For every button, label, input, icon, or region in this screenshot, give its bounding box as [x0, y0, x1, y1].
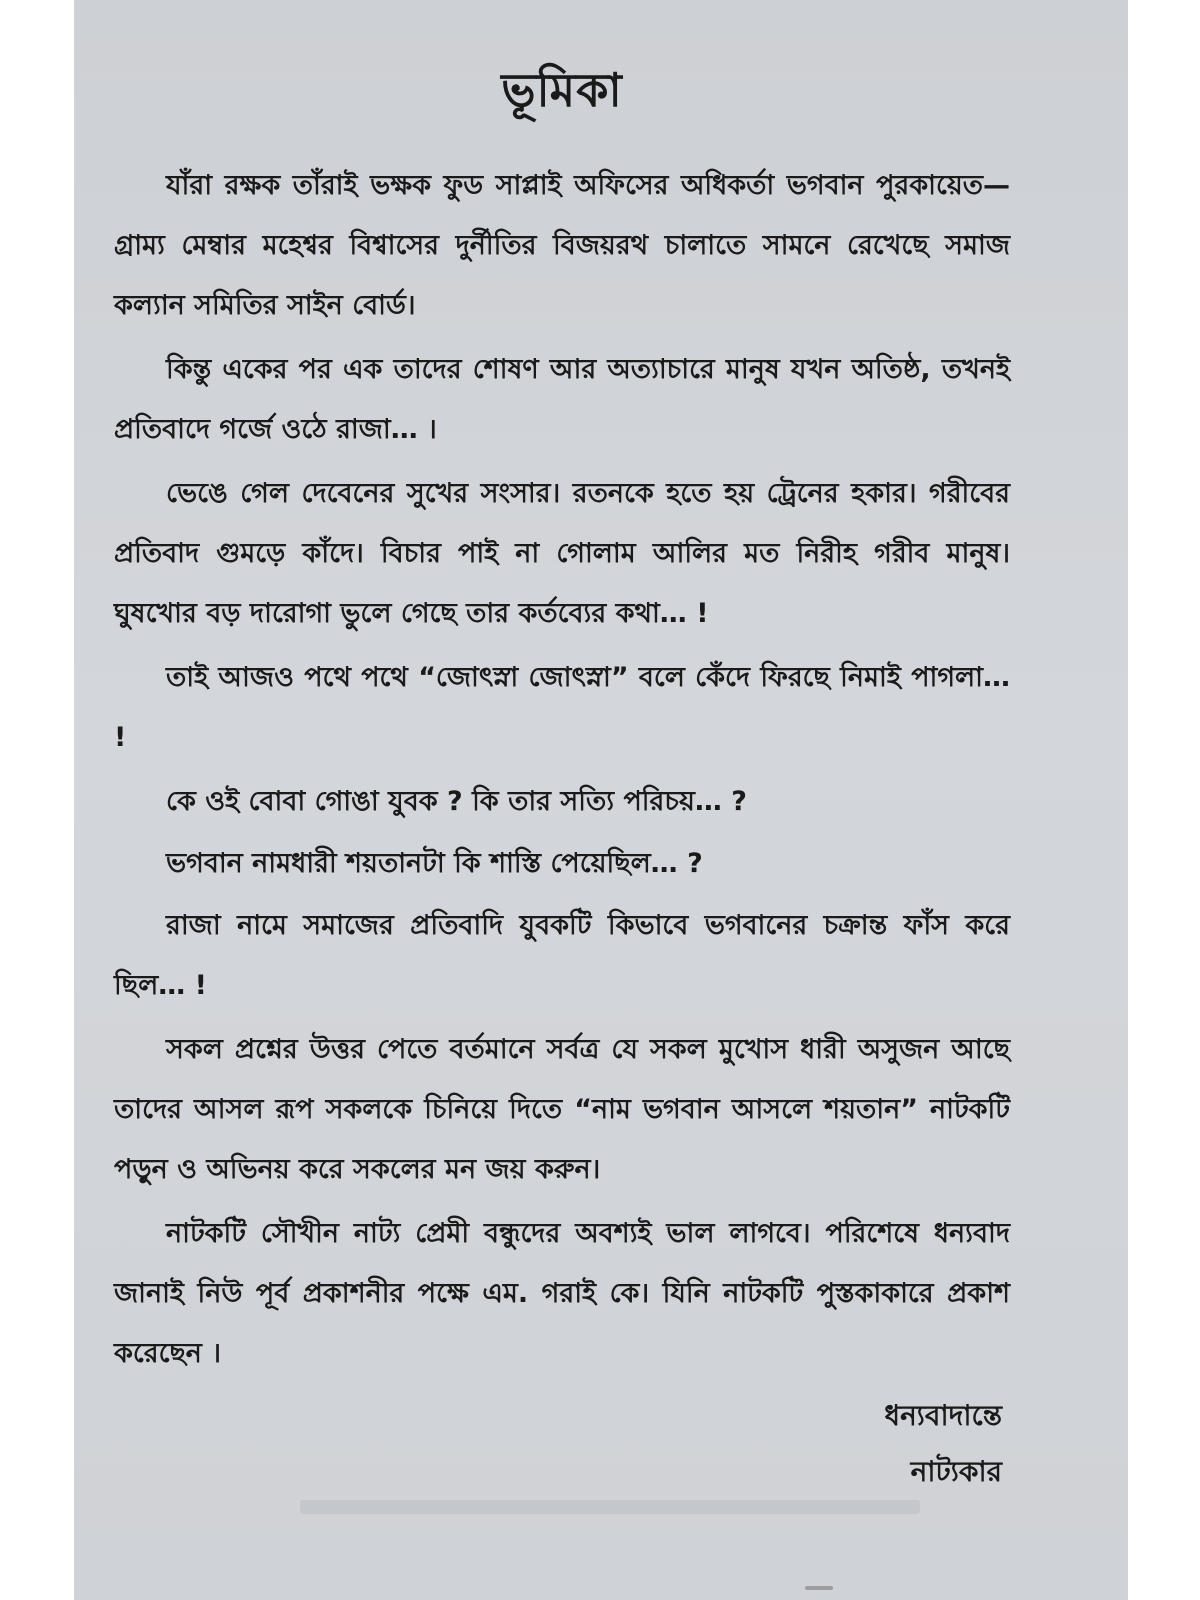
paragraph-3: ভেঙে গেল দেবেনের সুখের সংসার। রতনকে হতে হয় ট্রেনের হকার। গরীবের প্রতিবাদ গুমড়ে কাঁদে। বিচার পাই না গোলাম আলির মত নিরীহ গরীব মানুষ। ঘুষখোর বড় দারোগা ভুলে গেছে তার কর্তব্যের কথা… !: [114, 478, 1010, 629]
signoff-thanks: ধন্যবাদান্তে: [884, 1399, 1002, 1432]
show-through-text: [300, 1500, 920, 1514]
book-page: [74, 0, 1128, 1600]
signoff: [114, 1388, 1010, 1500]
paragraph-8: সকল প্রশ্নের উত্তর পেতে বর্তমানে সর্বত্র যে সকল মুখোস ধারী অসুজন আছে তাদের আসল রূপ সকলকে চিনিয়ে দিতে “নাম ভগবান আসলে শয়তান” নাটকটি পড়ুন ও অভিনয় করে সকলের মন জয় করুন।: [114, 1034, 1010, 1185]
paragraph-6: ভগবান নামধারী শয়তানটা কি শাস্তি পেয়েছিল… ?: [166, 848, 703, 879]
paragraph-2: কিন্তু একের পর এক তাদের শোষণ আর অত্যাচারে মানুষ যখন অতিষ্ঠ, তখনই প্রতিবাদে গর্জে ওঠে রাজা… ।: [114, 354, 1010, 445]
page-speck: [805, 1586, 833, 1590]
paragraph-7: রাজা নামে সমাজের প্রতিবাদি যুবকটি কিভাবে ভগবানের চক্রান্ত ফাঁস করে ছিল… !: [114, 910, 1010, 1001]
paragraph-5: কে ওই বোবা গোঙা যুবক ? কি তার সত্যি পরিচয়… ?: [166, 786, 747, 817]
page-title: ভূমিকা: [501, 63, 623, 117]
paragraph-1: যাঁরা রক্ষক তাঁরাই ভক্ষক ফুড সাপ্লাই অফিসের অধিকর্তা ভগবান পুরকায়েত—গ্রাম্য মেম্বার মহেশ্বর বিশ্বাসের দুর্নীতির বিজয়রথ চালাতে সামনে রেখেছে সমাজ কল্যান সমিতির সাইন বোর্ড।: [114, 170, 1010, 321]
paragraph-4: তাই আজও পথে পথে “জোৎস্না জোৎস্না” বলে কেঁদে ফিরছে নিমাই পাগলা… !: [114, 662, 1010, 753]
paragraph-9: নাটকটি সৌখীন নাট্য প্রেমী বন্ধুদের অবশ্যই ভাল লাগবে। পরিশেষে ধন্যবাদ জানাই নিউ পূর্ব প্রকাশনীর পক্ষে এম. গরাই কে। যিনি নাটকটি পুস্তকাকারে প্রকাশ করেছেন ।: [114, 1218, 1010, 1369]
signoff-author: নাট্যকার: [910, 1455, 1002, 1488]
